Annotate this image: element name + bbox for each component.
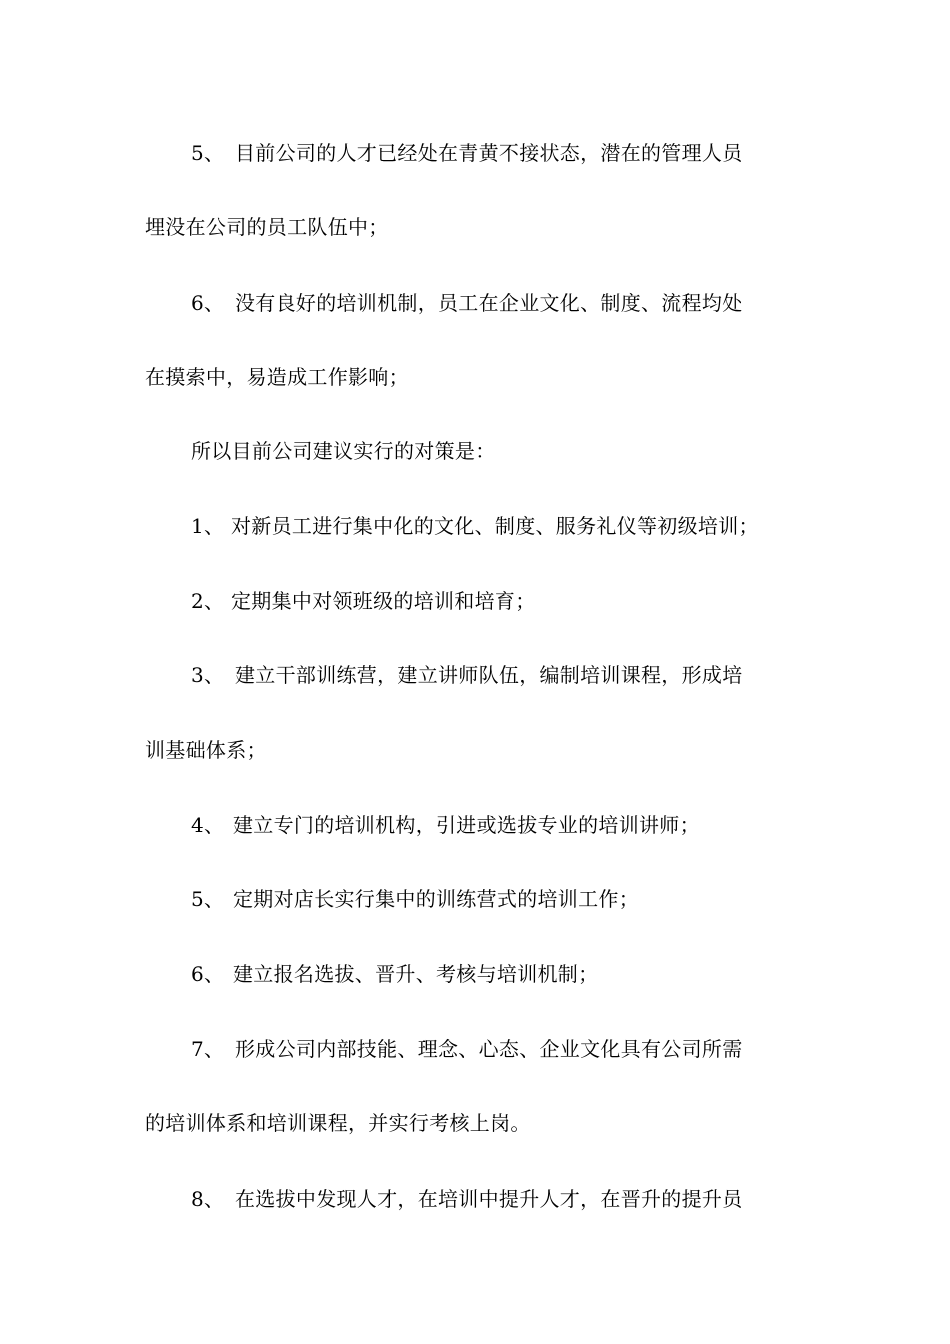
paragraph-text: 建立报名选拔、晋升、考核与培训机制； (233, 962, 599, 986)
paragraph-item-5-line-2 (145, 214, 389, 240)
paragraph-item-5-line-1 (191, 140, 743, 166)
measure-item-6 (191, 961, 598, 987)
paragraph-text: 在摸索中，易造成工作影响； (145, 365, 409, 389)
measure-item-7-line-1 (191, 1036, 743, 1062)
paragraph-text: 没有良好的培训机制，员工在企业文化、制度、流程均处 (235, 291, 743, 315)
item-number: 7、 (191, 1037, 225, 1061)
item-number: 5、 (191, 887, 225, 911)
item-number: 1、 (191, 514, 225, 538)
item-number: 4、 (191, 813, 225, 837)
measure-item-8-line-1 (191, 1186, 743, 1212)
item-number: 6、 (191, 962, 225, 986)
item-number: 2、 (191, 589, 225, 613)
paragraph-item-6-line-1 (191, 290, 743, 316)
item-number: 3、 (191, 663, 225, 687)
paragraph-text: 定期对店长实行集中的训练营式的培训工作； (233, 887, 639, 911)
paragraph-text: 定期集中对领班级的培训和培育； (231, 589, 536, 613)
measure-item-2 (191, 588, 536, 614)
item-number: 6、 (191, 291, 225, 315)
paragraph-text: 建立专门的培训机构，引进或选拔专业的培训讲师； (233, 813, 700, 837)
measure-item-7-line-2 (145, 1110, 531, 1136)
measure-item-5 (191, 886, 639, 912)
paragraph-text: 目前公司的人才已经处在青黄不接状态，潜在的管理人员 (235, 141, 743, 165)
item-number: 8、 (191, 1187, 225, 1211)
measure-item-4 (191, 812, 700, 838)
paragraph-text: 建立干部训练营，建立讲师队伍，编制培训课程，形成培 (235, 663, 743, 687)
paragraph-text: 在选拔中发现人才，在培训中提升人才，在晋升的提升员 (235, 1187, 743, 1211)
intro-sentence (191, 438, 496, 464)
paragraph-text: 对新员工进行集中化的文化、制度、服务礼仪等初级培训； (231, 514, 759, 538)
paragraph-text: 训基础体系； (145, 738, 267, 762)
measure-item-3-line-2 (145, 737, 267, 763)
paragraph-text: 的培训体系和培训课程，并实行考核上岗。 (145, 1111, 531, 1135)
paragraph-text: 所以目前公司建议实行的对策是： (191, 439, 496, 463)
measure-item-1 (191, 513, 759, 539)
item-number: 5、 (191, 141, 225, 165)
measure-item-3-line-1 (191, 662, 743, 688)
paragraph-text: 形成公司内部技能、理念、心态、企业文化具有公司所需 (235, 1037, 743, 1061)
paragraph-text: 埋没在公司的员工队伍中； (145, 215, 389, 239)
paragraph-item-6-line-2 (145, 364, 409, 390)
